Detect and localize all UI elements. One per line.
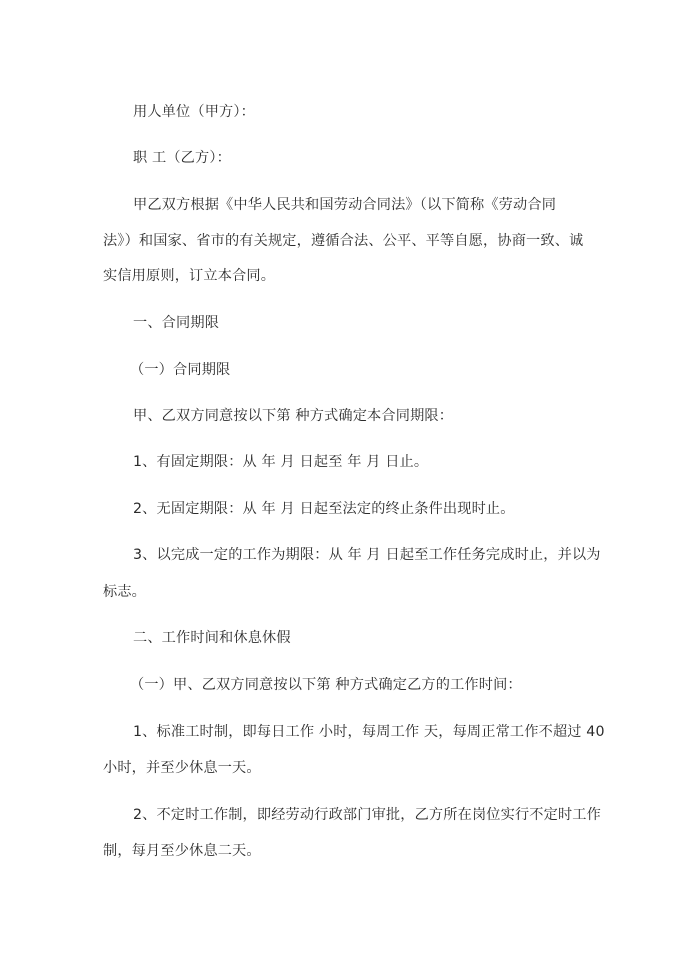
term-option-fixed: 1、有固定期限：从 年 月 日起至 年 月 日止。 xyxy=(133,454,429,470)
preamble-line: 法》）和国家、省市的有关规定，遵循合法、公平、平等自愿，协商一致、诚 xyxy=(103,233,584,249)
term-intro: 甲、乙双方同意按以下第 种方式确定本合同期限： xyxy=(133,408,454,424)
hours-option-standard: 1、标准工时制，即每日工作 小时，每周工作 天，每周正常工作不超过 40 xyxy=(133,724,605,740)
subsection-heading-work-hours: （一）甲、乙双方同意按以下第 种方式确定乙方的工作时间： xyxy=(130,677,522,693)
preamble-line: 甲乙双方根据《中华人民共和国劳动合同法》（以下简称《劳动合同 xyxy=(133,197,557,213)
hours-option-flexible: 2、不定时工作制，即经劳动行政部门审批，乙方所在岗位实行不定时工作 xyxy=(133,807,601,823)
hours-option-flexible: 制，每月至少休息二天。 xyxy=(103,843,261,859)
employee-label: 职 工（乙方）： xyxy=(133,150,231,166)
term-option-task: 3、以完成一定的工作为期限：从 年 月 日起至工作任务完成时止，并以为 xyxy=(133,547,601,563)
section-heading-contract-term: 一、合同期限 xyxy=(133,315,220,331)
hours-option-standard: 小时，并至少休息一天。 xyxy=(103,760,261,776)
preamble-line: 实信用原则，订立本合同。 xyxy=(103,268,276,284)
term-option-task: 标志。 xyxy=(103,584,147,600)
section-heading-work-hours: 二、工作时间和休息休假 xyxy=(133,630,291,646)
subsection-heading-contract-term: （一）合同期限 xyxy=(130,362,231,378)
employer-label: 用人单位（甲方）： xyxy=(133,104,255,120)
term-option-open: 2、无固定期限：从 年 月 日起至法定的终止条件出现时止。 xyxy=(133,501,515,517)
